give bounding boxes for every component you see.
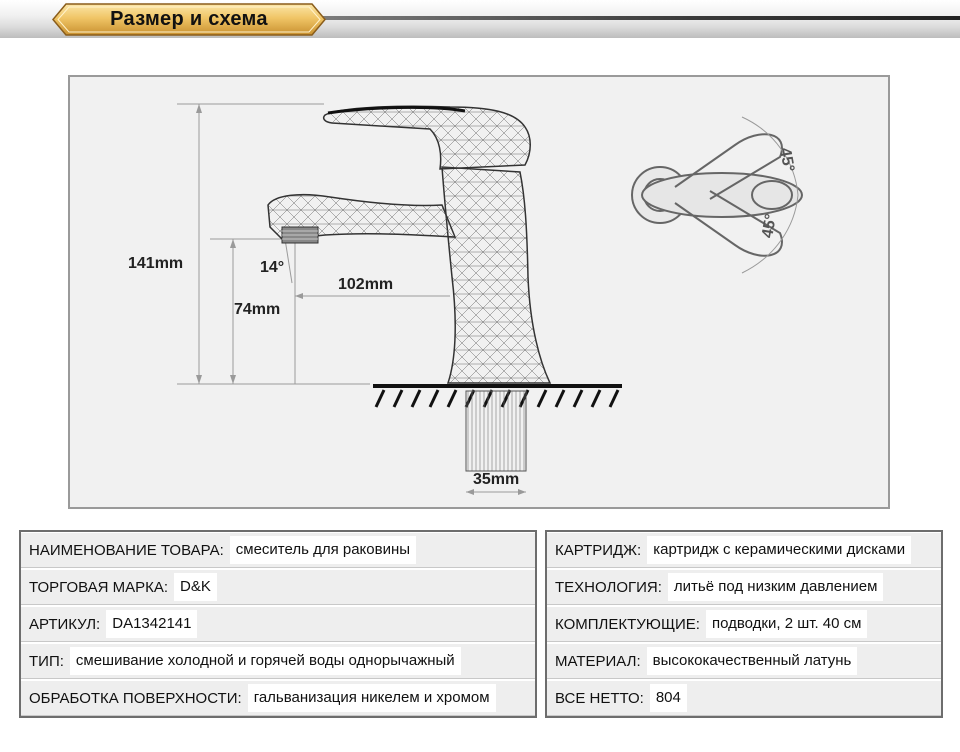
height-spout-label: 74mm <box>234 301 281 318</box>
rotation-bottom-label: 45° <box>759 212 781 240</box>
spec-label: ВСЕ НЕТТО: <box>555 689 644 707</box>
spec-value: DA1342141 <box>106 610 197 638</box>
spec-label: МАТЕРИАЛ: <box>555 652 641 670</box>
spec-table-right <box>545 530 943 718</box>
spout-angle-label: 14° <box>260 259 285 276</box>
faucet-diagram <box>68 75 890 509</box>
table-row <box>547 643 941 679</box>
faucet-body <box>268 106 550 383</box>
rotation-top-label: 45° <box>776 146 798 174</box>
page-title: Размер и схема <box>110 8 268 30</box>
reach-label: 102mm <box>338 276 394 293</box>
spec-label: ТИП: <box>29 652 64 670</box>
spec-value: подводки, 2 шт. 40 см <box>706 610 867 638</box>
height-total-label: 141mm <box>128 255 184 272</box>
spec-value: D&K <box>174 573 217 601</box>
base-diameter-label: 35mm <box>473 471 520 488</box>
spec-label: КОМПЛЕКТУЮЩИЕ: <box>555 615 700 633</box>
table-row <box>21 532 535 568</box>
spec-label: ОБРАБОТКА ПОВЕРХНОСТИ: <box>29 689 242 707</box>
spec-value: картридж с керамическими дисками <box>647 536 911 564</box>
table-row <box>21 569 535 605</box>
spec-value: смеситель для раковины <box>230 536 416 564</box>
spec-label: АРТИКУЛ: <box>29 615 101 633</box>
table-row <box>547 680 941 716</box>
spec-label: КАРТРИДЖ: <box>555 541 642 559</box>
spec-table-left <box>19 530 537 718</box>
spec-label: ТОРГОВАЯ МАРКА: <box>29 578 169 596</box>
table-row <box>21 680 535 716</box>
table-row <box>547 606 941 642</box>
spec-value: гальванизация никелем и хромом <box>248 684 496 712</box>
spec-value: высококачественный латунь <box>647 647 858 675</box>
table-row <box>547 532 941 568</box>
table-row <box>547 569 941 605</box>
spec-label: ТЕХНОЛОГИЯ: <box>555 578 662 596</box>
spec-label: НАИМЕНОВАНИЕ ТОВАРА: <box>29 541 224 559</box>
spec-value: литьё под низким давлением <box>668 573 883 601</box>
header-badge <box>52 3 326 36</box>
spec-value: смешивание холодной и горячей воды однорычажный <box>70 647 461 675</box>
mounting-shank <box>466 391 526 471</box>
table-row <box>21 606 535 642</box>
spec-value: 804 <box>650 684 687 712</box>
table-row <box>21 643 535 679</box>
